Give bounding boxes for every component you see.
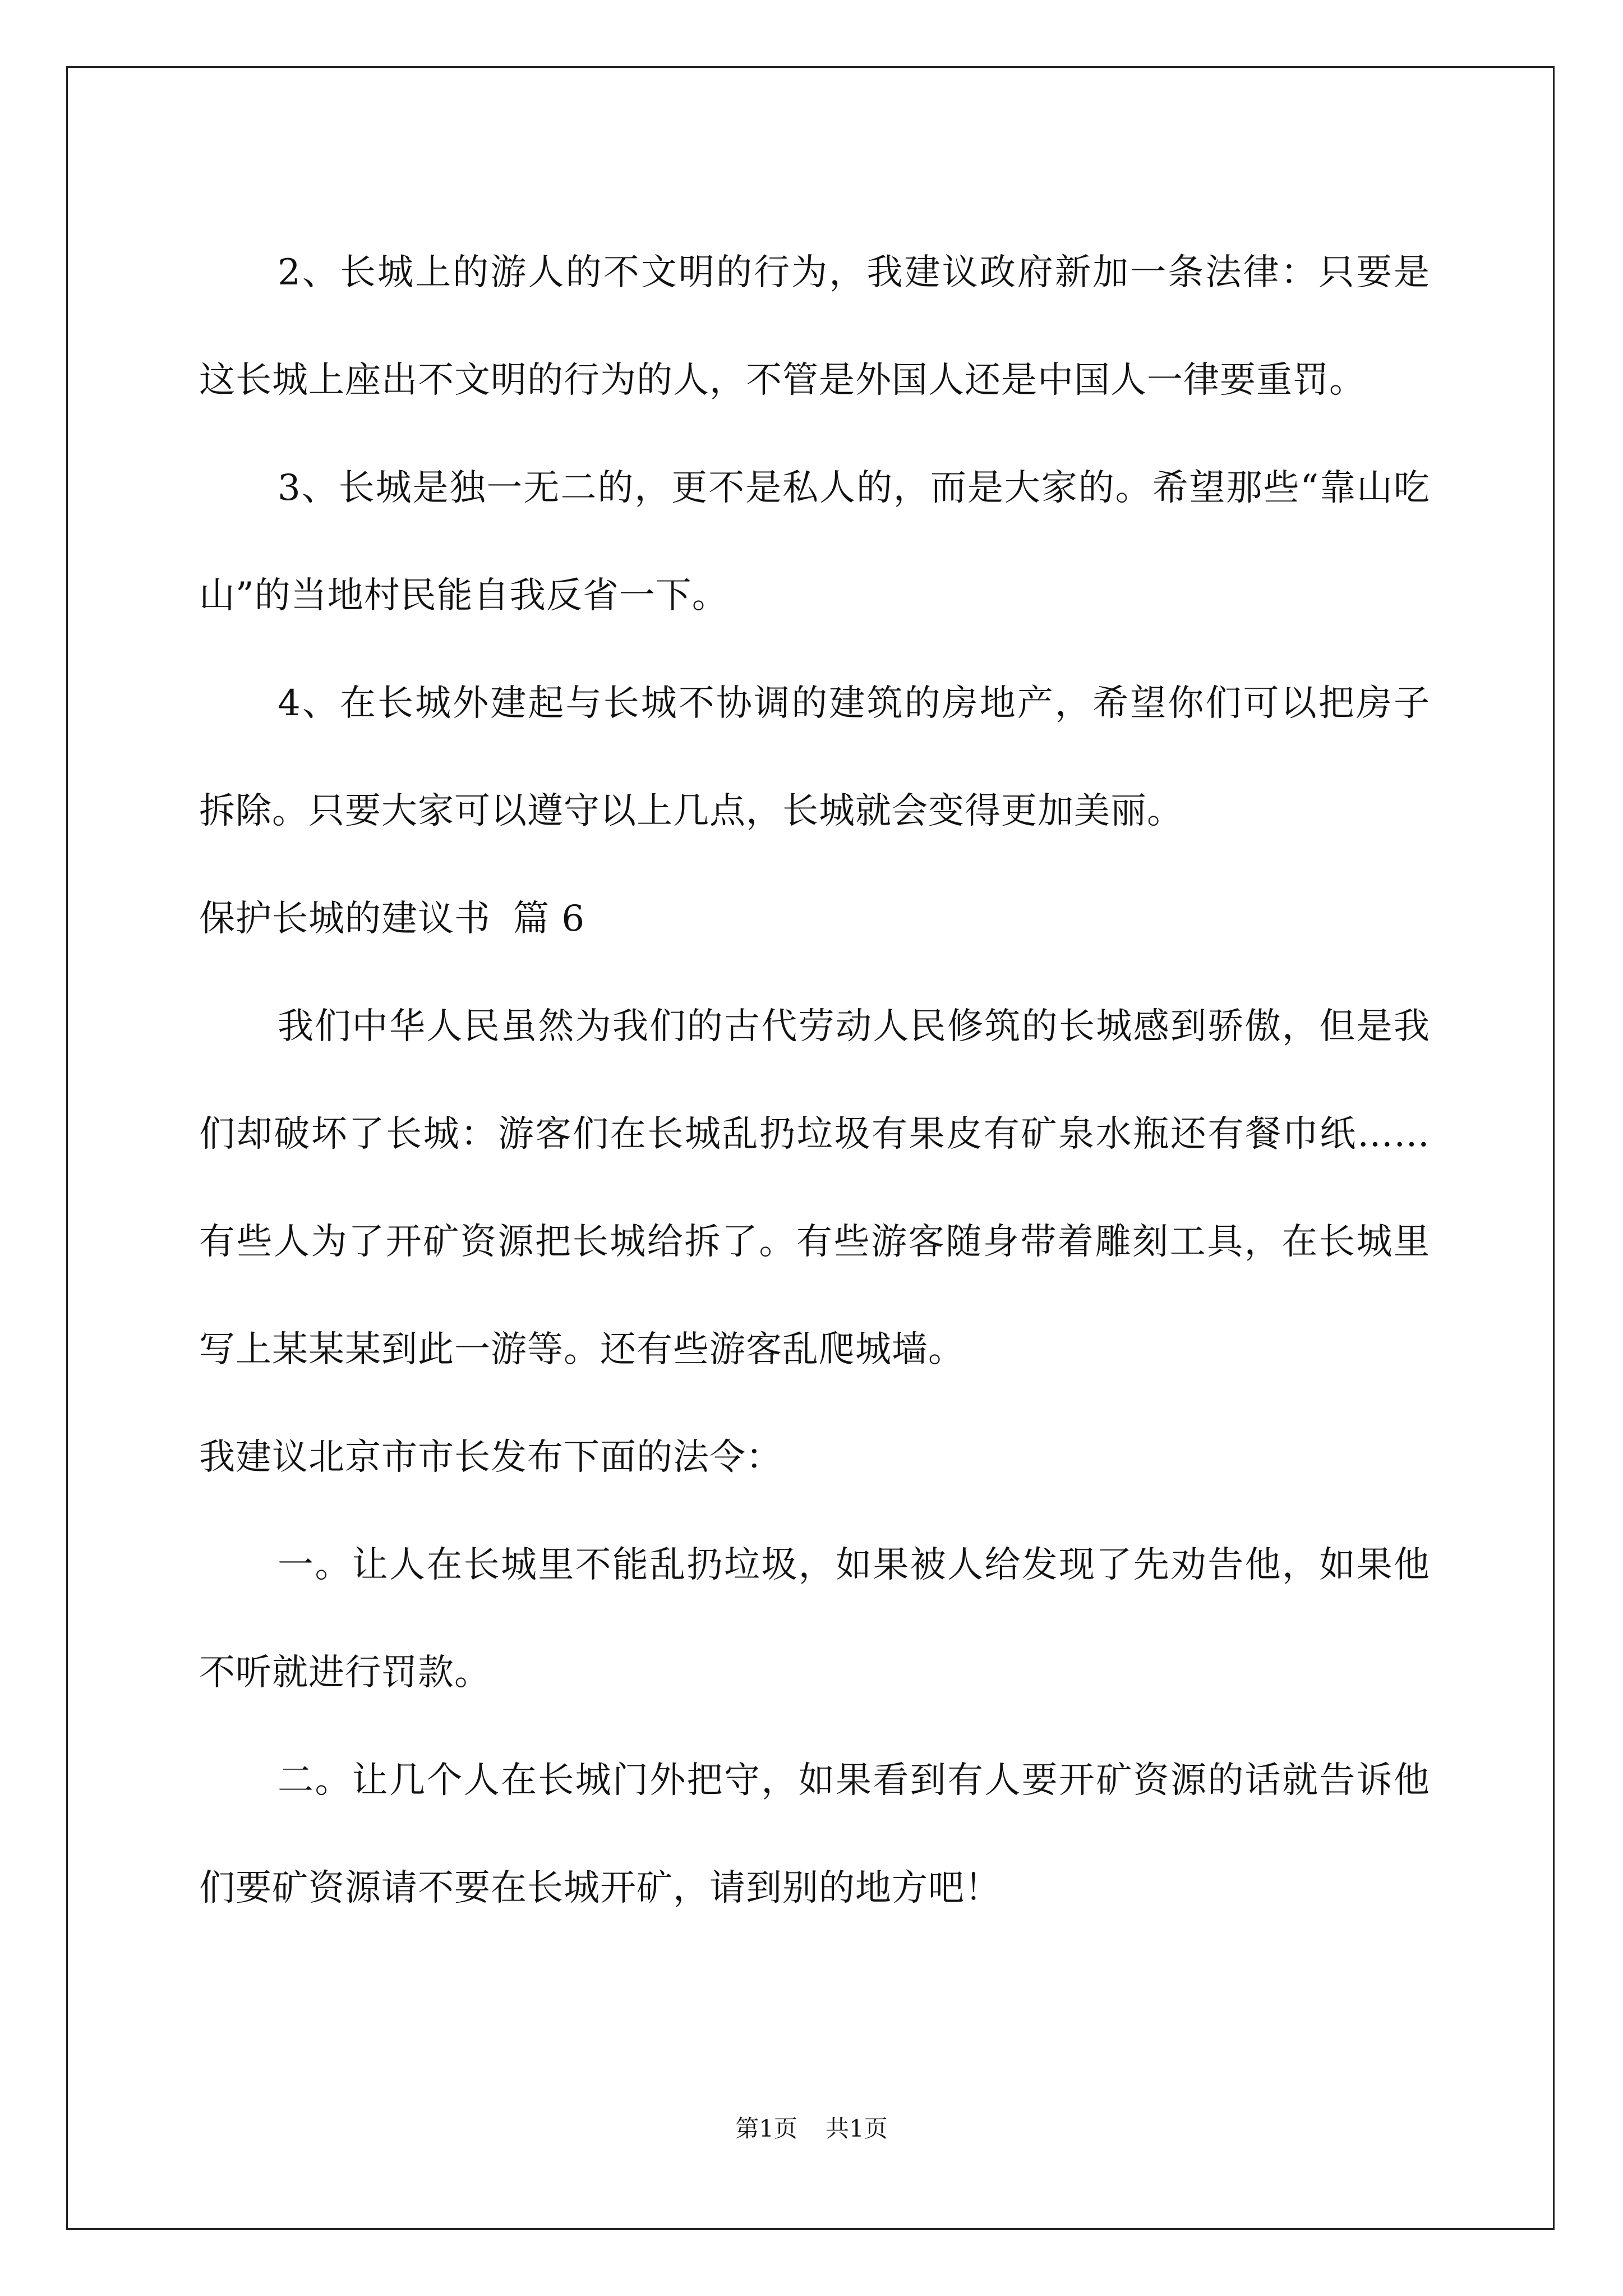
page-number: 第1页 bbox=[735, 2115, 797, 2142]
page-footer bbox=[0, 2112, 1623, 2146]
page-total: 共1页 bbox=[826, 2115, 888, 2142]
section-heading bbox=[199, 865, 1430, 973]
document-body bbox=[199, 219, 1430, 1942]
paragraph-rule-1: 一。让人在长城里不能乱扔垃圾，如果被人给发现了先劝告他，如果他不听就进行罚款。 bbox=[199, 1544, 1430, 1694]
paragraph-proposal-lead: 我建议北京市市长发布下面的法令： bbox=[199, 1437, 782, 1478]
paragraph-item-4: 4、在长城外建起与长城不协调的建筑的房地产，希望你们可以把房子拆除。只要大家可以遵守以上几点，长城就会变得更加美丽。 bbox=[199, 683, 1430, 832]
paragraph-item-3: 3、长城是独一无二的，更不是私人的，而是大家的。希望那些“靠山吃山”的当地村民能自我反省一下。 bbox=[199, 467, 1430, 616]
paragraph-intro: 我们中华人民虽然为我们的古代劳动人民修筑的长城感到骄傲，但是我们却破坏了长城：游客们在长城乱扔垃圾有果皮有矿泉水瓶还有餐巾纸……有些人为了开矿资源把长城给拆了。有些游客随身带着雕刻工具，在长城里写上某某某到此一游等。还有些游客乱爬城墙。 bbox=[199, 1006, 1430, 1370]
paragraph-rule-2: 二。让几个人在长城门外把守，如果看到有人要开矿资源的话就告诉他们要矿资源请不要在长城开矿，请到别的地方吧！ bbox=[199, 1760, 1430, 1909]
section-number: 篇 6 bbox=[513, 898, 585, 940]
section-title: 保护长城的建议书 bbox=[199, 898, 491, 940]
paragraph-item-2: 2、长城上的游人的不文明的行为，我建议政府新加一条法律：只要是这长城上座出不文明的行为的人，不管是外国人还是中国人一律要重罚。 bbox=[199, 252, 1430, 401]
